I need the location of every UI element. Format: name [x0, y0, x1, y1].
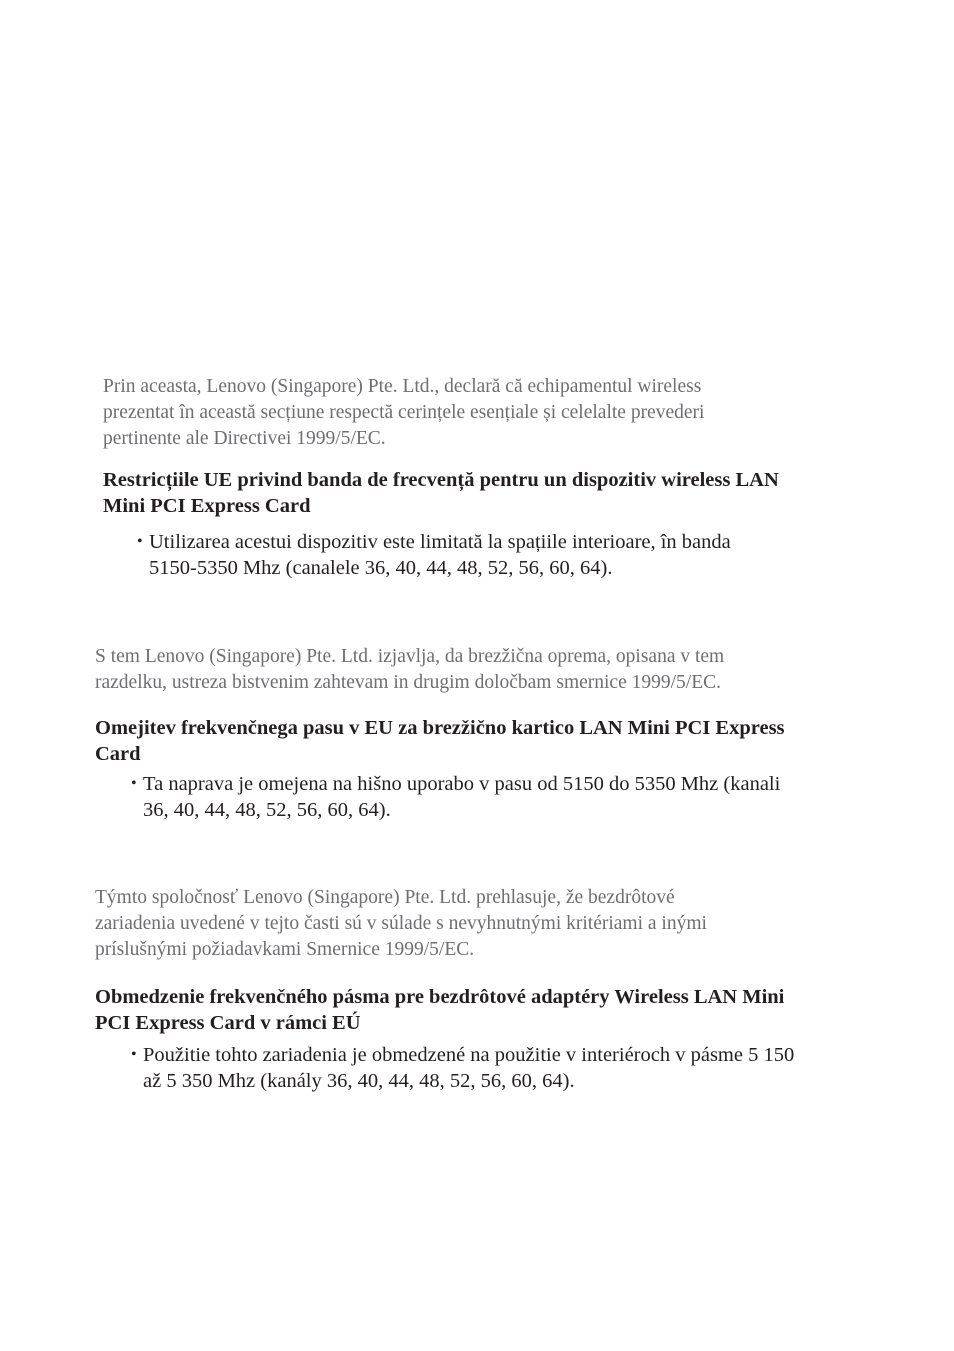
bullet-line: 5150-5350 Mhz (canalele 36, 40, 44, 48, 52, 56, 60, 64). [149, 557, 613, 579]
section-heading [95, 715, 785, 767]
bullet-line: Použitie tohto zariadenia je obmedzené na použitie v interiéroch v pásme 5 150 [143, 1044, 795, 1066]
heading-line: Card [95, 743, 141, 765]
declaration-line: prezentat în această secțiune respectă cerințele esențiale și celelalte prevederi [103, 402, 705, 423]
bullet-icon: • [137, 533, 143, 550]
bullet-item [137, 529, 731, 581]
declaration-paragraph [103, 374, 704, 452]
section-heading [95, 984, 784, 1036]
bullet-line: až 5 350 Mhz (kanály 36, 40, 44, 48, 52, 56, 60, 64). [143, 1070, 575, 1092]
section-heading [103, 467, 779, 519]
bullet-item [131, 1042, 794, 1094]
bullet-line: Utilizarea acestui dispozitiv este limitată la spațiile interioare, în banda [149, 531, 731, 553]
heading-line: Omejitev frekvenčnega pasu v EU za brezžično kartico LAN Mini PCI Express [95, 717, 785, 739]
heading-line: Obmedzenie frekvenčného pásma pre bezdrôtové adaptéry Wireless LAN Mini [95, 986, 785, 1008]
declaration-line: pertinente ale Directivei 1999/5/EC. [103, 428, 386, 449]
bullet-icon: • [131, 1046, 137, 1063]
declaration-line: razdelku, ustreza bistvenim zahtevam in drugim določbam smernice 1999/5/EC. [95, 672, 721, 693]
declaration-line: zariadenia uvedené v tejto časti sú v súlade s nevyhnutnými kritériami a inými [95, 913, 707, 934]
declaration-line: Prin aceasta, Lenovo (Singapore) Pte. Ltd., declară că echipamentul wireless [103, 376, 702, 397]
bullet-line: 36, 40, 44, 48, 52, 56, 60, 64). [143, 799, 391, 821]
declaration-paragraph [95, 885, 707, 963]
bullet-icon: • [131, 775, 137, 792]
bullet-item [131, 771, 780, 823]
heading-line: Mini PCI Express Card [103, 495, 311, 517]
declaration-line: príslušnými požiadavkami Smernice 1999/5/EC. [95, 939, 475, 960]
declaration-line: Týmto spoločnosť Lenovo (Singapore) Pte. Ltd. prehlasuje, že bezdrôtové [95, 887, 675, 908]
bullet-line: Ta naprava je omejena na hišno uporabo v pasu od 5150 do 5350 Mhz (kanali [143, 773, 781, 795]
heading-line: PCI Express Card v rámci EÚ [95, 1012, 361, 1034]
heading-line: Restricțiile UE privind banda de frecvență pentru un dispozitiv wireless LAN [103, 469, 779, 491]
declaration-line: S tem Lenovo (Singapore) Pte. Ltd. izjavlja, da brezžična oprema, opisana v tem [95, 646, 725, 667]
declaration-paragraph [95, 644, 724, 696]
